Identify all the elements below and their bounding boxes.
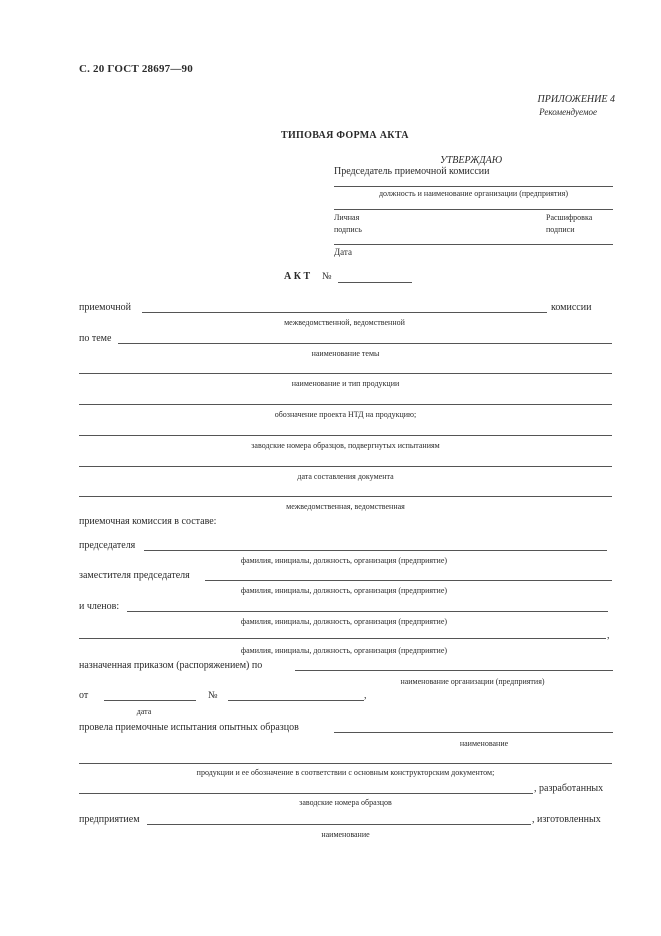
serials2-line xyxy=(79,793,533,794)
product-line xyxy=(79,373,612,374)
appointed-label: назначенная приказом (распоряжением) по xyxy=(79,660,263,671)
position-line xyxy=(334,186,613,187)
order-date-line xyxy=(104,700,196,701)
from-label: от xyxy=(79,690,89,701)
cap-person-3: фамилия, инициалы, должность, организация (предприятие) xyxy=(240,617,448,626)
approve-date: Дата xyxy=(334,247,352,257)
members-label: и членов: xyxy=(79,601,120,612)
act-number-line xyxy=(338,282,412,283)
manufactured-label: , изготовленных xyxy=(532,814,601,825)
vice-line xyxy=(205,580,612,581)
topic-label: по теме xyxy=(79,333,112,344)
cap-product-design: продукции и ее обозначение в соответствии с основным конструкторским документом; xyxy=(196,768,495,777)
approve-label: УТВЕРЖДАЮ xyxy=(440,155,503,166)
sign-left-1: Личная xyxy=(334,213,360,222)
composition-label: приемочная комиссия в составе: xyxy=(79,516,217,527)
cap-ntd: обозначение проекта НТД на продукцию; xyxy=(274,410,417,419)
vice-label: заместителя председателя xyxy=(79,570,190,581)
sign-left-2: подпись xyxy=(334,225,362,234)
interdept-line xyxy=(79,496,612,497)
order-number-line xyxy=(228,700,364,701)
signature-line xyxy=(334,244,613,245)
form-title: ТИПОВАЯ ФОРМА АКТА xyxy=(281,130,409,141)
members-comma: , xyxy=(607,630,610,641)
commission-post: комиссии xyxy=(551,302,592,313)
cap-person-2: фамилия, инициалы, должность, организация (предприятие) xyxy=(240,586,448,595)
topic-line xyxy=(118,343,612,344)
cap-person-1: фамилия, инициалы, должность, организация (предприятие) xyxy=(240,556,448,565)
samples-line xyxy=(334,732,613,733)
cap-product: наименование и тип продукции xyxy=(291,379,400,388)
cap-topic: наименование темы xyxy=(311,349,380,358)
commission-pre: приемочной xyxy=(79,302,131,313)
cap-serials: заводские номера образцов, подвергнутых испытаниям xyxy=(251,441,440,450)
org-line xyxy=(334,209,613,210)
cap-date-doc: дата составления документа xyxy=(297,472,394,481)
appendix-note: Рекомендуемое xyxy=(539,107,597,117)
order-org-line xyxy=(295,670,613,671)
ntd-line xyxy=(79,404,612,405)
cap-name: наименование xyxy=(459,739,509,748)
chairman-line xyxy=(144,550,607,551)
cap-interdept2: межведомственная, ведомственная xyxy=(286,502,405,511)
date-doc-line xyxy=(79,466,612,467)
commission-line xyxy=(142,312,547,313)
cap-person-4: фамилия, инициалы, должность, организация (предприятие) xyxy=(240,646,448,655)
cap-interdept: межведомственной, ведомственной xyxy=(284,318,405,327)
cap-name2: наименование xyxy=(321,830,370,839)
enterprise-label: предприятием xyxy=(79,814,140,825)
cap-serials2: заводские номера образцов xyxy=(299,798,392,807)
cap-org: наименование организации (предприятия) xyxy=(400,677,545,686)
conducted-label: провела приемочные испытания опытных образцов xyxy=(79,722,299,733)
chairman-label: председателя xyxy=(79,540,136,551)
order-comma: , xyxy=(364,690,367,701)
approve-chairman: Председатель приемочной комиссии xyxy=(334,166,490,177)
design-line xyxy=(79,763,612,764)
position-caption: должность и наименование организации (предприятия) xyxy=(378,189,569,198)
members-line xyxy=(127,611,608,612)
sign-right-2: подписи xyxy=(546,225,575,234)
serials-line xyxy=(79,435,612,436)
act-number-sign: № xyxy=(322,271,332,282)
page-reference: С. 20 ГОСТ 28697—90 xyxy=(79,63,193,75)
act-label: А К Т xyxy=(284,271,311,282)
appendix-label: ПРИЛОЖЕНИЕ 4 xyxy=(537,94,615,105)
developed-label: , разработанных xyxy=(534,783,604,794)
enterprise-line xyxy=(147,824,531,825)
cap-date: дата xyxy=(136,707,152,716)
sign-right-1: Расшифровка xyxy=(546,213,593,222)
order-number-sign: № xyxy=(208,690,218,701)
members-line-2 xyxy=(79,638,606,639)
